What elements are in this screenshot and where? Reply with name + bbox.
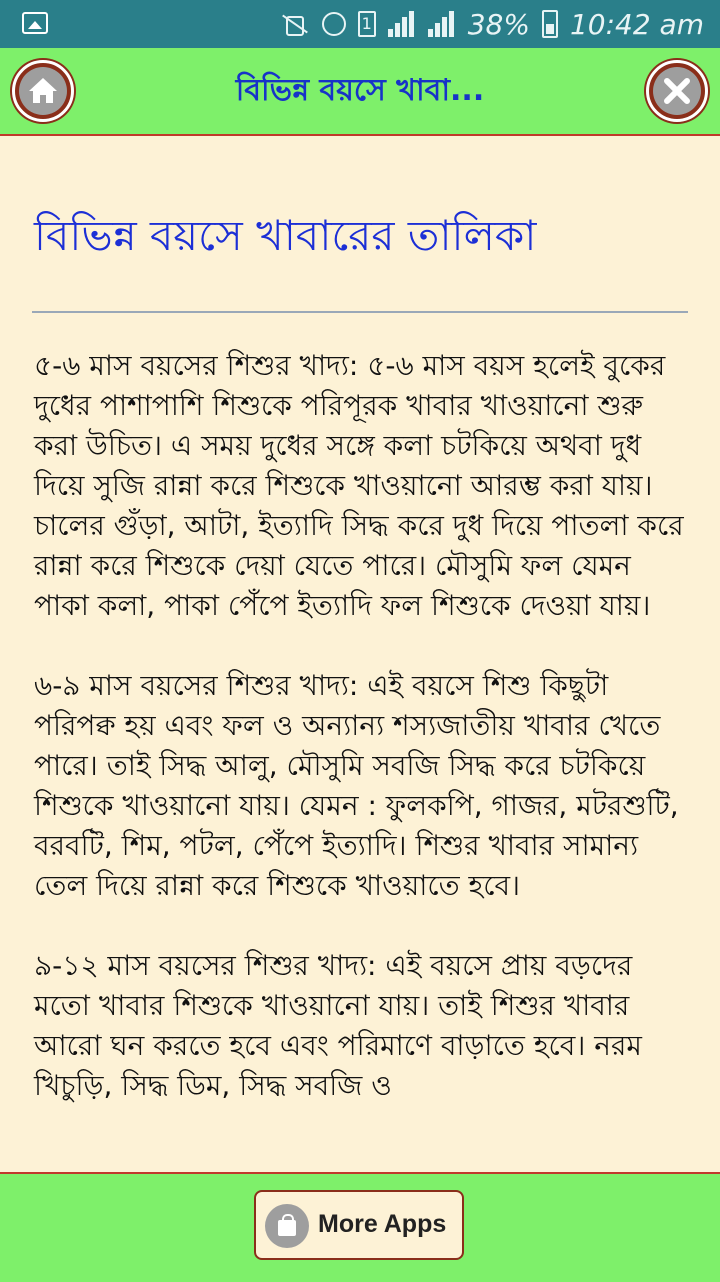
close-button[interactable]	[646, 60, 708, 122]
close-icon	[653, 67, 701, 115]
home-icon	[19, 67, 67, 115]
shopping-bag-icon	[265, 1204, 309, 1248]
more-apps-button[interactable]	[254, 1190, 464, 1260]
home-button[interactable]	[12, 60, 74, 122]
divider	[32, 311, 688, 313]
alarm-icon	[322, 12, 346, 36]
battery-icon	[542, 10, 558, 38]
paragraph-9-12-months: ৯-১২ মাস বয়সের শিশুর খাদ্য: এই বয়সে প্রায় বড়দের মতো খাবার শিশুকে খাওয়ানো যায়। তাই শিশুর খাবার আরো ঘন করতে হবে এবং পরিমাণে বাড়াতে হবে। নরম খিচুড়ি, সিদ্ধ ডিম, সিদ্ধ সবজি ও	[34, 949, 642, 1102]
signal-icon-2	[428, 11, 456, 37]
gallery-icon	[22, 12, 48, 34]
status-icons	[278, 6, 704, 42]
app-header	[0, 48, 720, 136]
paragraph-5-6-months: ৫-৬ মাস বয়সের শিশুর খাদ্য: ৫-৬ মাস বয়স হলেই বুকের দুধের পাশাপাশি শিশুকে পরিপূরক খাবার খাওয়ানো শুরু করা উচিত। এ সময় দুধের সঙ্গে কলা চটকিয়ে অথবা দুধ দিয়ে সুজি রান্না করে শিশুকে খাওয়ানো আরম্ভ করা যায়। চালের গুঁড়া, আটা, ইত্যাদি সিদ্ধ করে দুধ দিয়ে পাতলা করে রান্না করে শিশুকে দেয়া যেতে পারে। মৌসুমি ফল যেমন পাকা কলা, পাকা পেঁপে ইত্যাদি ফল শিশুকে দেওয়া যায়।	[34, 349, 684, 622]
paragraph-6-9-months: ৬-৯ মাস বয়সের শিশুর খাদ্য: এই বয়সে শিশু কিছুটা পরিপক্ব হয় এবং ফল ও অন্যান্য শস্যজাতীয় খাবার খেতে পারে। তাই সিদ্ধ আলু, মৌসুমি সবজি সিদ্ধ করে চটকিয়ে শিশুকে খাওয়ানো যায়। যেমন : ফুলকপি, গাজর, মটরশুটি, বরবটি, শিম, পটল, পেঁপে ইত্যাদি। শিশুর খাবার সামান্য তেল দিয়ে রান্না করে শিশুকে খাওয়াতে হবে।	[34, 669, 679, 902]
status-bar	[0, 0, 720, 48]
signal-icon	[388, 11, 416, 37]
article-title: বিভিন্ন বয়সে খাবারের তালিকা	[34, 211, 537, 260]
sim-icon: 1	[358, 11, 376, 37]
more-apps-label: More Apps	[318, 1210, 447, 1238]
battery-percent: 38%	[467, 7, 530, 41]
article-body	[34, 346, 690, 1146]
clock: 10:42 am	[569, 7, 704, 41]
mute-icon	[278, 13, 310, 35]
header-title: বিভিন্ন বয়সে খাবা...	[235, 73, 485, 108]
footer-bar	[0, 1172, 720, 1282]
article-scroll-area[interactable]	[0, 136, 720, 1172]
